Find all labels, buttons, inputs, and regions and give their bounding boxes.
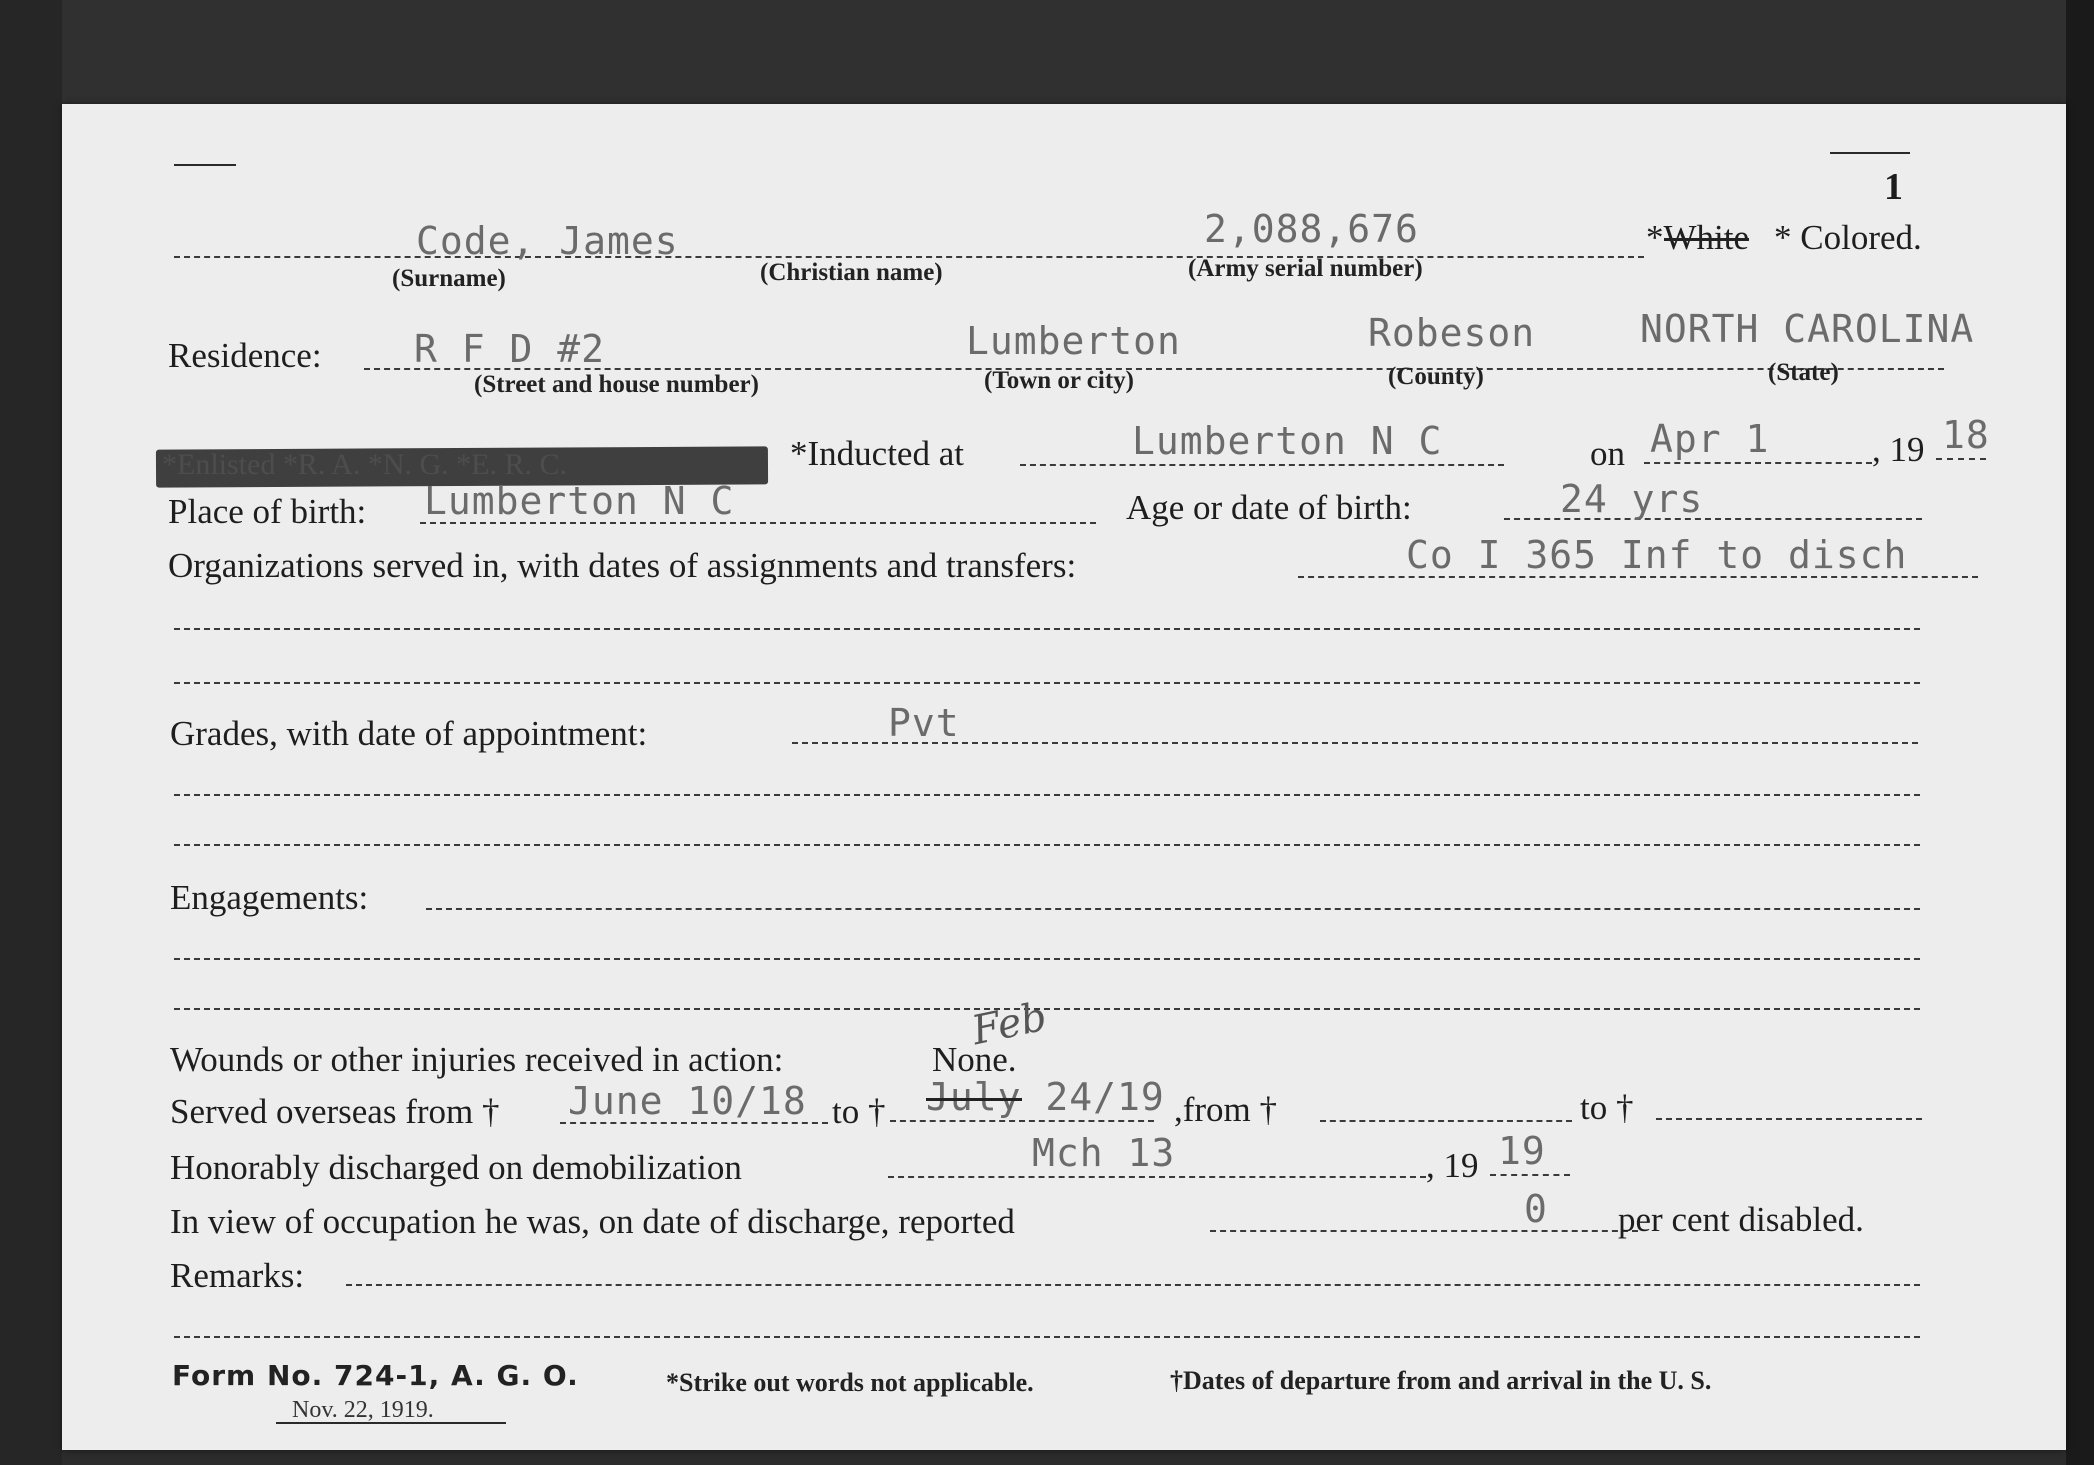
inducted-label: *Inducted at [790, 434, 964, 473]
caption-street: (Street and house number) [474, 371, 759, 398]
residence-county: Robeson [1368, 311, 1536, 355]
overseas-to-line [890, 1120, 1154, 1122]
inducted-place-line [1020, 464, 1504, 466]
disability-suffix: per cent disabled. [1618, 1200, 1864, 1239]
caption-serial-number: (Army serial number) [1188, 255, 1423, 282]
year-prefix: , 19 [1872, 430, 1925, 469]
engagements-line-2 [174, 958, 1920, 960]
service-record-card [62, 104, 2066, 1450]
inducted-year: 18 [1942, 413, 1990, 457]
serial-value: 2,088,676 [1204, 207, 1419, 251]
overseas-to-label: to † [832, 1092, 886, 1131]
overseas-from-value: June 10/18 [568, 1079, 807, 1123]
inducted-date-line [1644, 462, 1872, 464]
remarks-label: Remarks: [170, 1256, 305, 1295]
grades-line-1 [792, 742, 1918, 744]
residence-label: Residence: [168, 336, 322, 375]
residence-town: Lumberton [966, 319, 1181, 363]
inducted-date: Apr 1 [1650, 417, 1770, 461]
footnote-strike: *Strike out words not applicable. [666, 1368, 1034, 1397]
engagements-line-3 [174, 1008, 1920, 1010]
form-date: Nov. 22, 1919. [292, 1397, 434, 1423]
race-colored: * Colored. [1774, 218, 1922, 257]
caption-town: (Town or city) [984, 367, 1134, 394]
enlisted-text-struck: *Enlisted *R. A. *N. G. *E. R. C. [162, 448, 568, 481]
name-value: Code, James [416, 219, 679, 263]
handwritten-feb: Feb [968, 993, 1051, 1055]
overseas-from2-line [1320, 1120, 1572, 1122]
birthplace-label: Place of birth: [168, 492, 367, 531]
race-star: * [1646, 218, 1664, 257]
overseas-label: Served overseas from † [170, 1092, 500, 1131]
engagements-line-1 [426, 908, 1920, 910]
caption-christian-name: (Christian name) [760, 259, 943, 286]
name-line [174, 256, 1644, 258]
wounds-value: None. [932, 1040, 1017, 1079]
footnote-dates: †Dates of departure from and arrival in the U. S. [1170, 1366, 1712, 1395]
disability-line [1210, 1230, 1638, 1232]
organizations-line-2 [174, 628, 1920, 630]
birthplace-value: Lumberton N C [424, 479, 735, 523]
form-date-rule [276, 1422, 506, 1424]
age-label: Age or date of birth: [1126, 488, 1412, 527]
grade-value: Pvt [888, 701, 960, 745]
discharge-date: Mch 13 [1032, 1131, 1176, 1175]
overseas-to-struck: July [926, 1075, 1022, 1119]
overseas-to2-line [1656, 1118, 1922, 1120]
remarks-line-2 [174, 1336, 1920, 1338]
top-right-rule [1830, 152, 1910, 154]
discharge-year-prefix: , 19 [1426, 1146, 1479, 1185]
caption-county: (County) [1388, 363, 1484, 390]
overseas-from2-label: ,from † [1174, 1090, 1278, 1129]
inducted-year-line [1936, 458, 1986, 460]
engagements-label: Engagements: [170, 878, 369, 917]
age-value: 24 yrs [1560, 477, 1704, 521]
overseas-to2-label: to † [1580, 1088, 1634, 1127]
discharge-label: Honorably discharged on demobilization [170, 1148, 742, 1187]
residence-street: R F D #2 [414, 327, 606, 371]
top-left-rule [174, 164, 236, 166]
remarks-line-1 [346, 1284, 1920, 1286]
race-white-struck: White [1663, 218, 1750, 257]
disability-value: 0 [1524, 1187, 1548, 1231]
organizations-line-3 [174, 682, 1920, 684]
background-top [0, 0, 2094, 110]
grades-line-3 [174, 844, 1920, 846]
discharge-date-line [888, 1176, 1426, 1178]
background-right [2066, 0, 2094, 1465]
on-label: on [1590, 434, 1625, 473]
wounds-label: Wounds or other injuries received in action: [170, 1040, 784, 1079]
overseas-to-value: 24/19 [1045, 1075, 1165, 1119]
disability-label: In view of occupation he was, on date of discharge, reported [170, 1202, 1015, 1241]
caption-surname: (Surname) [392, 265, 506, 292]
grades-label: Grades, with date of appointment: [170, 714, 648, 753]
discharge-year: 19 [1498, 1129, 1546, 1173]
organizations-label: Organizations served in, with dates of assignments and transfers: [168, 546, 1077, 585]
form-number: Form No. 724-1, A. G. O. [172, 1359, 579, 1392]
organizations-value: Co I 365 Inf to disch [1406, 533, 1908, 577]
background-left [0, 0, 62, 1465]
page-number: 1 [1884, 166, 1903, 208]
inducted-place: Lumberton N C [1132, 419, 1443, 463]
discharge-year-line [1490, 1174, 1570, 1176]
grades-line-2 [174, 794, 1920, 796]
caption-state: (State) [1768, 359, 1839, 386]
residence-state: NORTH CAROLINA [1640, 307, 1975, 351]
